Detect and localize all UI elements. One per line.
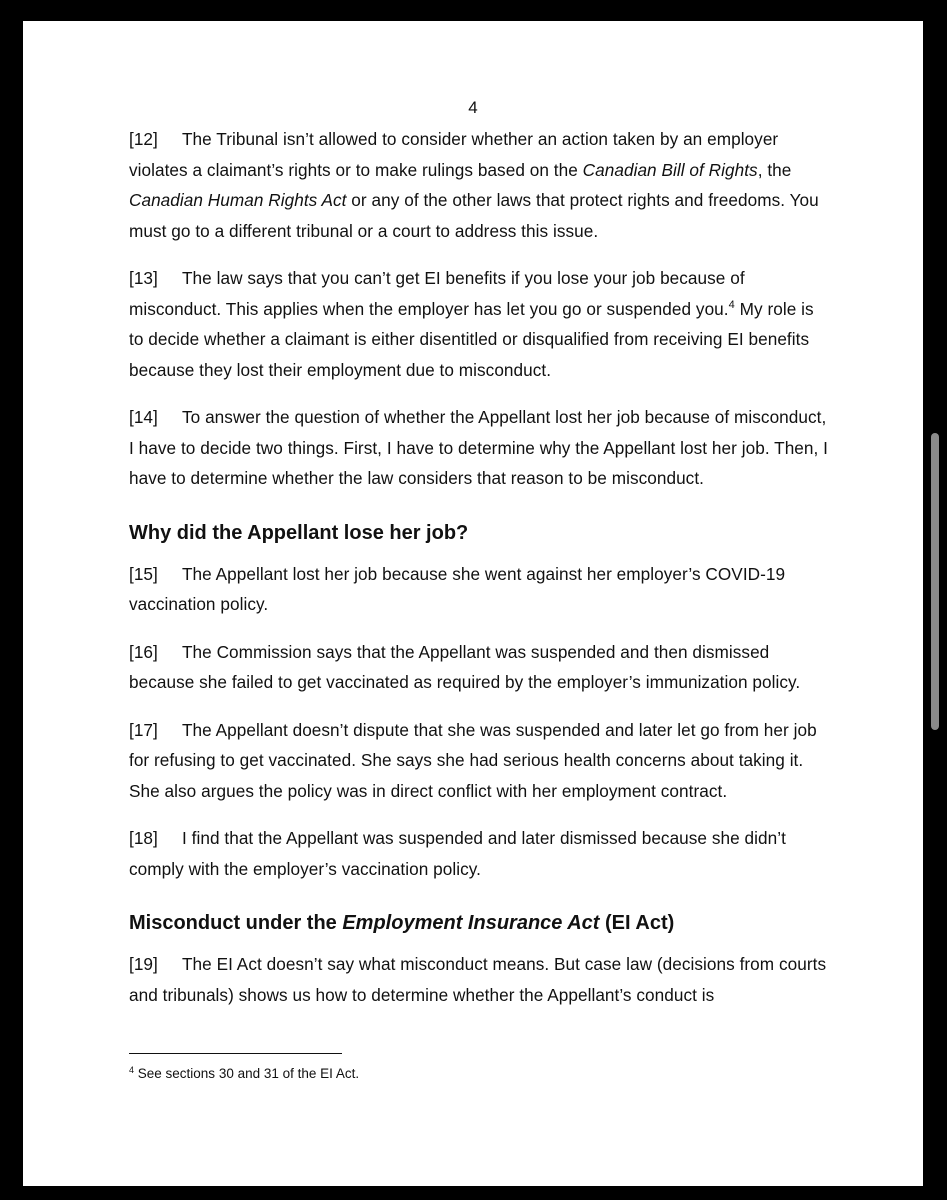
paragraph-number: [19] [129,954,158,974]
italic-title: Canadian Human Rights Act [129,190,347,210]
paragraph [129,263,829,385]
footnote-divider [129,1053,342,1054]
paragraph-number: [18] [129,828,158,848]
text-run: The Appellant lost her job because she went against her employer’s COVID-19 vaccination policy. [129,563,786,614]
italic-title: Canadian Bill of Rights [582,159,758,180]
section-heading-why-lose-job [129,520,829,546]
section-heading-misconduct [129,910,829,936]
text-run: The EI Act doesn’t say what misconduct means. But case law (decisions from courts and tribunals) shows us how to determine whether the Appellant’s conduct is [129,954,827,1005]
paragraph-group-why-lose-job [129,559,829,885]
paragraph [129,715,829,807]
paragraph-number: [14] [129,407,158,427]
paragraph-number: [16] [129,641,158,662]
page-number: 4 [468,98,478,117]
text-run: (EI Act) [599,912,675,934]
paragraph-group-misconduct [129,949,829,1010]
paragraph-number: [15] [129,563,158,584]
paragraph-number: [13] [129,268,158,288]
footnote-text: See sections 30 and 31 of the EI Act. [134,1066,360,1081]
text-run: Misconduct under the [129,912,343,934]
paragraph [129,823,829,884]
paragraph [129,637,829,698]
paragraph-number: [12] [129,129,158,149]
text-run: The Commission says that the Appellant was suspended and then dismissed because she failed to get vaccinated as required by the employer’s immunization policy. [129,641,801,692]
document-page [23,21,923,1186]
scrollbar-thumb[interactable] [931,433,939,730]
text-run: To answer the question of whether the Appellant lost her job because of misconduct, I have to decide two things. First, I have to determine why the Appellant lost her job. Then, I have to determine whether the law considers that reason to be misconduct. [129,407,829,488]
paragraph-group-intro [129,124,829,494]
text-run: My role is to decide whether a claimant is either disentitled or disqualified from receiving EI benefits because they lost their employment due to misconduct. [129,298,814,380]
text-run: The Appellant doesn’t dispute that she was suspended and later let go from her job for refusing to get vaccinated. She says she had serious health concerns about taking it. She also argues the policy was in direct conflict with her employment contract. [129,719,817,801]
italic-title: Employment Insurance Act [342,912,600,934]
footnote [129,1065,359,1083]
paragraph-number: [17] [129,719,158,740]
text-run: or any of the other laws that protect rights and freedoms. You must go to a different tribunal or a court to address this issue. [129,190,819,241]
text-run: Why did the Appellant lose her job? [129,521,469,544]
paragraph [129,124,829,246]
footnote-marker: 4 [129,1065,135,1075]
text-run: I find that the Appellant was suspended and later dismissed because she didn’t comply with the employer’s vaccination policy. [129,828,786,879]
text-run: , the [757,159,792,180]
text-run: The law says that you can’t get EI benefits if you lose your job because of misconduct. This applies when the employer has let you go or suspended you. [129,268,745,319]
text-run: The Tribunal isn’t allowed to consider whether an action taken by an employer violates a claimant’s rights or to make rulings based on the [129,129,779,180]
footnote-reference: 4 [728,298,735,311]
paragraph [129,559,829,620]
document-body [129,124,829,1027]
paragraph [129,402,829,494]
paragraph [129,949,829,1010]
